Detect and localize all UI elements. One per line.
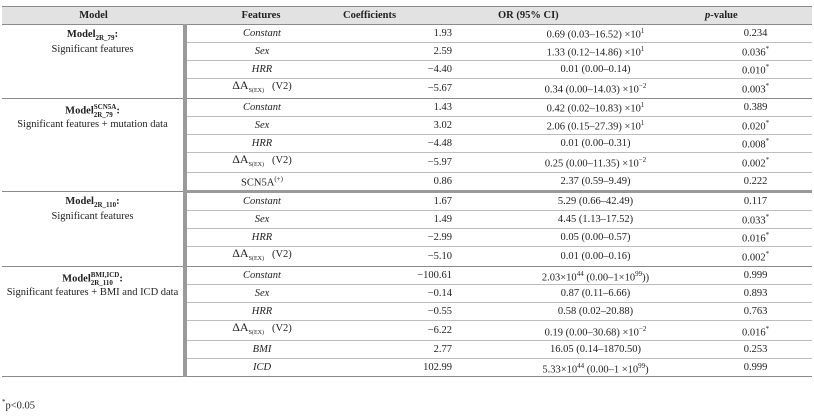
p-value-cell — [699, 117, 812, 135]
p-value-cell — [699, 247, 812, 267]
odds-ratio-cell — [492, 247, 699, 267]
or-exponent: 1 — [640, 101, 645, 110]
p-value-cell — [699, 359, 812, 377]
coefficient-cell: −4.40 — [337, 61, 492, 79]
odds-ratio-cell — [492, 61, 699, 79]
p-value: 0.020 — [741, 121, 766, 133]
feature-label: HRR — [251, 138, 273, 150]
p-value-cell — [699, 173, 812, 192]
coefficient-cell: −4.48 — [337, 135, 492, 153]
or-value: 0.34 (0.00–14.03) ×10 — [544, 84, 639, 96]
model-subscript: 2R_79 — [95, 34, 115, 43]
model-colon: : — [114, 29, 119, 40]
feature-label: Sex — [254, 214, 270, 226]
feature-cell — [185, 303, 337, 321]
odds-ratio-cell — [492, 117, 699, 135]
significance-star: * — [765, 213, 770, 222]
model-description: Significant features — [51, 44, 134, 56]
significance-star: * — [765, 45, 770, 54]
delta-subscript: S(EX) — [248, 256, 264, 263]
feature-label: Constant — [243, 270, 281, 282]
or-value: 0.87 (0.11–6.66) — [560, 288, 631, 300]
coefficient-cell: 1.67 — [337, 192, 492, 211]
p-value: 0.002 — [741, 252, 766, 264]
odds-ratio-cell — [492, 25, 699, 43]
coefficient-cell: 3.02 — [337, 117, 492, 135]
coefficient-cell: −5.97 — [337, 153, 492, 173]
feature-cell — [185, 173, 337, 192]
model-base: Model — [62, 273, 91, 285]
p-value: 0.893 — [743, 288, 768, 300]
feature-label: Sex — [254, 288, 270, 300]
odds-ratio-cell — [492, 173, 699, 192]
feature-label: HRR — [251, 64, 273, 75]
p-value: 0.253 — [743, 344, 768, 356]
feature-label: BMI — [252, 344, 272, 356]
or-value: 0.25 (0.00–11.35) ×10 — [544, 158, 639, 170]
p-value-cell — [699, 61, 812, 79]
or-exponent: −2 — [638, 156, 647, 165]
feature-cell — [185, 285, 337, 303]
p-value-cell — [699, 135, 812, 153]
model-name — [6, 271, 179, 287]
model-description: Significant features — [51, 211, 134, 223]
or-value: 2.06 (0.15–27.39) ×10 — [546, 121, 641, 133]
header-p-value — [699, 7, 812, 25]
odds-ratio-cell — [492, 267, 699, 285]
significance-star: * — [765, 250, 770, 259]
delta-tail: (V2) — [271, 155, 292, 167]
feature-cell — [185, 211, 337, 229]
or-value: 0.58 (0.02–20.88) — [557, 306, 634, 318]
p-value-cell — [699, 285, 812, 303]
feature-label: HRR — [251, 306, 273, 318]
significance-star: * — [765, 63, 770, 72]
table-body — [2, 25, 812, 377]
p-value: 0.036 — [741, 47, 766, 59]
odds-ratio-cell — [492, 211, 699, 229]
p-value-cell — [699, 321, 812, 341]
feature-label: Constant — [243, 102, 281, 114]
or-tail: (0.00–1×10 — [583, 272, 636, 284]
coefficient-cell: −0.55 — [337, 303, 492, 321]
p-value-cell — [699, 43, 812, 61]
feature-cell — [185, 117, 337, 135]
coefficient-cell: 2.77 — [337, 341, 492, 359]
significance-star: * — [765, 82, 770, 91]
model-subscript: 2R_110 — [93, 201, 117, 210]
feature-cell — [185, 135, 337, 153]
p-value-cell — [699, 79, 812, 99]
or-value: 0.01 (0.00–0.14) — [560, 64, 631, 75]
model-base: Model — [66, 29, 96, 40]
or-value: 2.03×10 — [541, 272, 577, 284]
coefficient-cell: 2.59 — [337, 43, 492, 61]
delta-feature-label: ΔA — [232, 78, 249, 92]
odds-ratio-cell — [492, 359, 699, 377]
feature-cell — [185, 153, 337, 173]
p-value: 0.002 — [741, 158, 766, 170]
odds-ratio-cell — [492, 285, 699, 303]
p-value: 0.234 — [743, 28, 768, 39]
p-value: 0.016 — [741, 233, 766, 245]
p-value-cell — [699, 99, 812, 117]
feature-label: SCN5A — [241, 177, 275, 189]
delta-tail: (V2) — [271, 323, 292, 335]
feature-label: HRR — [251, 232, 273, 244]
p-value: 0.999 — [743, 270, 768, 282]
odds-ratio-cell — [492, 43, 699, 61]
model-subscript: 2R_79 — [93, 111, 113, 120]
model-description: Significant features + BMI and ICD data — [6, 287, 179, 299]
table-row — [2, 192, 812, 211]
or-exponent-2: 99 — [635, 269, 643, 278]
feature-cell — [185, 192, 337, 211]
or-value: 5.29 (0.66–42.49) — [557, 196, 634, 208]
odds-ratio-cell — [492, 321, 699, 341]
table-row — [2, 99, 812, 117]
or-end: )) — [642, 272, 650, 284]
feature-cell — [185, 247, 337, 267]
p-value-cell — [699, 267, 812, 285]
or-value: 0.69 (0.03–16.52) ×10 — [546, 29, 641, 41]
delta-subscript: S(EX) — [248, 330, 264, 337]
coefficient-cell: −5.67 — [337, 79, 492, 99]
feature-label: Constant — [243, 196, 281, 208]
coefficient-cell: −0.14 — [337, 285, 492, 303]
table-row — [2, 25, 812, 43]
feature-cell — [185, 43, 337, 61]
feature-label: Sex — [254, 46, 270, 57]
odds-ratio-cell — [492, 153, 699, 173]
delta-tail: (V2) — [271, 81, 292, 92]
model-description: Significant features + mutation data — [17, 119, 168, 131]
odds-ratio-cell — [492, 303, 699, 321]
or-value: 5.33×10 — [542, 364, 578, 376]
p-value-cell — [699, 192, 812, 211]
regression-results-table — [2, 6, 812, 377]
p-value-cell — [699, 25, 812, 43]
or-value: 0.05 (0.00–0.57) — [560, 232, 631, 244]
odds-ratio-cell — [492, 135, 699, 153]
header-coefficients: Coefficients — [337, 7, 492, 25]
model-subscript: 2R_110 — [90, 279, 113, 288]
significance-star: * — [765, 156, 770, 165]
significance-star: * — [765, 231, 770, 240]
p-value-cell — [699, 303, 812, 321]
p-value: 0.999 — [743, 362, 768, 374]
p-value-cell — [699, 153, 812, 173]
significance-star: * — [765, 119, 770, 128]
p-value: 0.763 — [743, 306, 768, 318]
significance-star: * — [765, 324, 770, 333]
feature-cell — [185, 321, 337, 341]
coefficient-cell: −5.10 — [337, 247, 492, 267]
header-features: Features — [185, 7, 337, 25]
or-value: 2.37 (0.59–9.49) — [560, 176, 631, 188]
or-exponent: −2 — [638, 82, 647, 91]
coefficient-cell: −6.22 — [337, 321, 492, 341]
or-exponent-2: 99 — [638, 361, 646, 370]
coefficient-cell: 0.86 — [337, 173, 492, 192]
or-value: 0.19 (0.00–30.68) ×10 — [544, 327, 639, 339]
p-value: 0.010 — [741, 65, 766, 77]
or-value: 0.42 (0.02–10.83) ×10 — [546, 103, 641, 115]
odds-ratio-cell — [492, 229, 699, 247]
p-value: 0.016 — [741, 327, 766, 339]
model-cell — [2, 99, 185, 192]
model-base: Model — [65, 196, 94, 208]
footnote-star: * — [2, 398, 6, 406]
significance-star: * — [765, 137, 770, 146]
feature-cell — [185, 79, 337, 99]
model-colon: : — [119, 273, 123, 285]
or-exponent: 44 — [576, 269, 584, 278]
feature-cell — [185, 61, 337, 79]
p-value-cell — [699, 229, 812, 247]
header-odds-ratio: OR (95% CI) — [492, 7, 699, 25]
feature-label: Constant — [243, 28, 281, 39]
coefficient-cell: 102.99 — [337, 359, 492, 377]
coefficient-cell: −100.61 — [337, 267, 492, 285]
footnote-text: p<0.05 — [5, 400, 36, 412]
footnote — [2, 398, 35, 412]
or-value: 16.05 (0.14–1870.50) — [550, 344, 641, 356]
model-cell — [2, 192, 185, 267]
or-exponent: 1 — [640, 27, 645, 36]
coefficient-cell: 1.93 — [337, 25, 492, 43]
or-end: ) — [645, 364, 649, 376]
coefficient-cell: −2.99 — [337, 229, 492, 247]
odds-ratio-cell — [492, 192, 699, 211]
p-value: 0.033 — [741, 215, 766, 227]
feature-superscript: (+) — [274, 175, 283, 184]
or-exponent: 44 — [577, 361, 585, 370]
feature-cell — [185, 267, 337, 285]
header-p-italic: p — [705, 10, 711, 21]
model-name — [6, 29, 179, 44]
p-value: 0.008 — [741, 139, 766, 151]
model-base: Model — [65, 105, 94, 117]
p-value-cell — [699, 341, 812, 359]
delta-subscript: S(EX) — [248, 162, 264, 169]
feature-label: Sex — [254, 120, 270, 132]
model-cell — [2, 267, 185, 377]
or-tail: (0.00–1 ×10 — [584, 364, 639, 376]
or-value: 0.01 (0.00–0.16) — [560, 251, 631, 263]
odds-ratio-cell — [492, 341, 699, 359]
model-superscript: BMI,ICD — [90, 271, 120, 280]
or-exponent: 1 — [640, 119, 645, 128]
model-supsub — [94, 103, 117, 119]
or-value: 0.01 (0.00–0.31) — [560, 138, 631, 150]
odds-ratio-cell — [492, 99, 699, 117]
model-colon: : — [116, 196, 120, 208]
cropped-caption-line — [0, 0, 814, 3]
coefficient-cell: 1.43 — [337, 99, 492, 117]
p-value: 0.003 — [741, 84, 766, 96]
feature-cell — [185, 359, 337, 377]
or-exponent: −2 — [638, 324, 647, 333]
table-header — [2, 7, 812, 25]
p-value: 0.117 — [743, 196, 768, 208]
feature-cell — [185, 341, 337, 359]
model-name — [6, 103, 179, 119]
p-value: 0.222 — [743, 176, 768, 188]
feature-label: ICD — [252, 362, 272, 374]
model-cell — [2, 25, 185, 99]
model-colon: : — [116, 105, 120, 117]
feature-cell — [185, 99, 337, 117]
coefficient-cell: 1.49 — [337, 211, 492, 229]
delta-subscript: S(EX) — [248, 88, 264, 95]
model-supsub — [91, 271, 120, 287]
delta-feature-label: ΔA — [232, 320, 249, 335]
or-value: 1.33 (0.12–14.86) ×10 — [546, 47, 641, 59]
table-row — [2, 267, 812, 285]
or-value: 4.45 (1.13–17.52) — [557, 214, 634, 226]
or-exponent: 1 — [640, 45, 645, 54]
header-p-rest: -value — [710, 10, 738, 21]
feature-cell — [185, 229, 337, 247]
odds-ratio-cell — [492, 79, 699, 99]
p-value-cell — [699, 211, 812, 229]
delta-feature-label: ΔA — [232, 246, 249, 261]
header-model: Model — [2, 7, 185, 25]
p-value: 0.389 — [743, 102, 768, 114]
delta-tail: (V2) — [271, 249, 292, 261]
delta-feature-label: ΔA — [232, 152, 249, 167]
feature-cell — [185, 25, 337, 43]
model-name — [6, 196, 179, 211]
model-superscript: SCN5A — [93, 103, 117, 112]
